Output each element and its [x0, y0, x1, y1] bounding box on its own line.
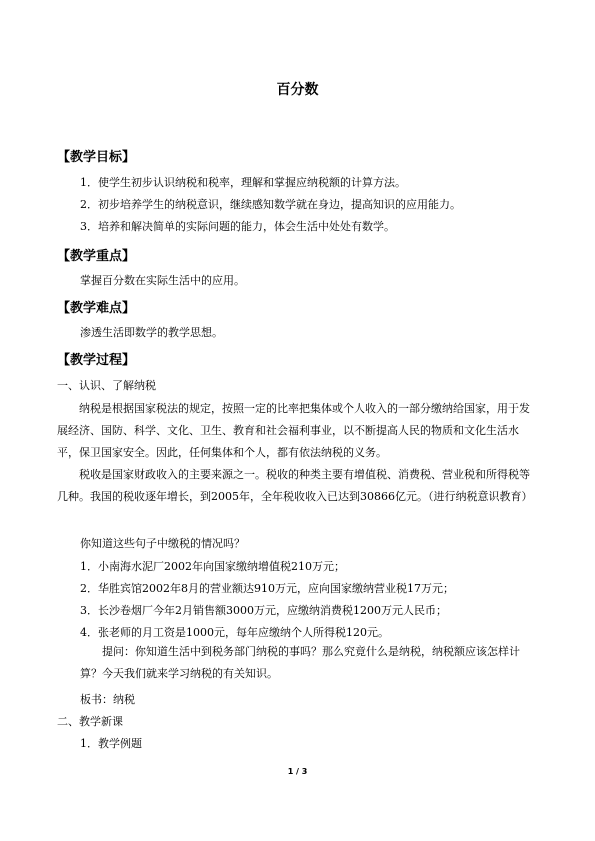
example-item: 2．华胜宾馆2002年8月的营业额达910万元，应向国家缴纳营业税17万元；	[80, 582, 454, 595]
heading-teaching-process: 【教学过程】	[57, 353, 136, 368]
goal-item: 2．初步培养学生的纳税意识，继续感知数学就在身边，提高知识的应用能力。	[80, 198, 461, 211]
paragraph-tax-revenue: 税收是国家财政收入的主要来源之一。税收的种类主要有增值税、消费税、营业税和所得税等几种。我国的税收逐年增长，到2005年，全年税收收入已达到30866亿元。（进行纳税意识教育）	[57, 468, 533, 503]
question-text: 你知道这些句子中缴税的情况吗？	[80, 537, 245, 550]
page-number: 1 / 3	[287, 767, 308, 776]
part1-title: 一、认识、了解纳税	[57, 379, 156, 392]
key-points-text: 掌握百分数在实际生活中的应用。	[80, 274, 245, 287]
heading-teaching-goals: 【教学目标】	[57, 150, 136, 165]
board-note: 板书：纳税	[80, 693, 135, 706]
prompt-text: 提问：你知道生活中到税务部门纳税的事吗？那么究竟什么是纳税，纳税额应该怎样计算？今天我们就来学习纳税的有关知识。	[80, 645, 520, 680]
paragraph-tax-definition: 纳税是根据国家税法的规定，按照一定的比率把集体或个人收入的一部分缴纳给国家，用于发展经济、国防、科学、文化、卫生、教育和社会福利事业，以不断提高人民的物质和文化生活水平，保卫国家安全。因此，任何集体和个人，都有依法纳税的义务。	[57, 402, 530, 459]
heading-difficulties: 【教学难点】	[57, 301, 136, 316]
example-item: 3．长沙卷烟厂今年2月销售额3000万元，应缴纳消费税1200万元人民币；	[80, 604, 447, 617]
example-item: 1．小南海水泥厂2002年向国家缴纳增值税210万元；	[80, 560, 345, 573]
part2-item: 1．教学例题	[80, 737, 142, 750]
heading-key-points: 【教学重点】	[57, 249, 136, 264]
difficulties-text: 渗透生活即数学的教学思想。	[80, 326, 223, 339]
page-title: 百分数	[276, 82, 319, 98]
goal-item: 3．培养和解决简单的实际问题的能力，体会生活中处处有数学。	[80, 220, 395, 233]
part2-title: 二、教学新课	[57, 715, 123, 728]
example-item: 4．张老师的月工资是1000元，每年应缴纳个人所得税120元。	[80, 626, 389, 639]
goal-item: 1．使学生初步认识纳税和税率，理解和掌握应纳税额的计算方法。	[80, 176, 406, 189]
